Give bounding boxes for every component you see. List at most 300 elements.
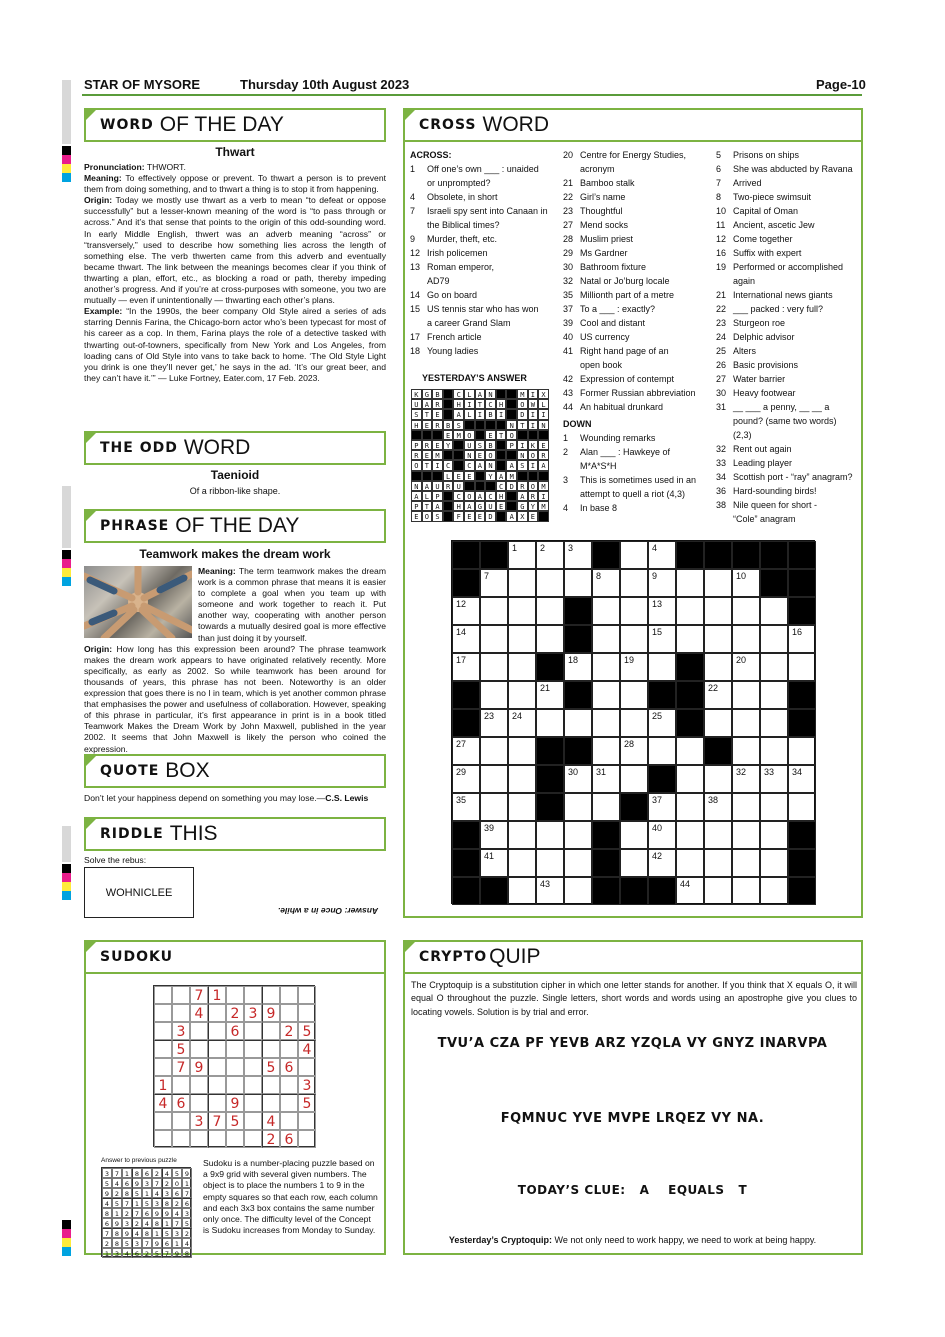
sudoku-empty-cell[interactable] [154,1130,172,1148]
yesterday-answer-cell: P [411,440,422,450]
crossword-cell[interactable] [760,597,788,625]
crossword-cell[interactable] [480,737,508,765]
crossword-cell[interactable] [480,569,508,597]
crossword-cell[interactable] [592,793,620,821]
crossword-black-cell [676,653,704,681]
crossword-cell[interactable] [536,625,564,653]
yesterday-answer-cell: C [485,491,496,501]
yesterday-answer-cell [506,399,517,409]
crossword-cell[interactable] [704,653,732,681]
sudoku-empty-cell[interactable] [208,1022,226,1040]
crossword-cell[interactable] [564,793,592,821]
crossword-cell[interactable] [564,653,592,681]
crossword-cell[interactable] [564,541,592,569]
crossword-cell[interactable] [480,765,508,793]
sudoku-empty-cell[interactable] [208,1094,226,1112]
clue-text: In base 8 [580,503,618,513]
clue-text: Obsolete, in short [427,192,498,202]
crossword-cell[interactable] [648,709,676,737]
crossword-cell[interactable] [648,597,676,625]
crossword-cell[interactable] [704,569,732,597]
sudoku-prev-cell: 2 [112,1188,122,1198]
clue-number: 1 [563,433,569,443]
crossword-cell-number: 22 [708,683,719,693]
crossword-black-cell [536,765,564,793]
clue-row [410,316,555,330]
crossword-cell[interactable] [564,709,592,737]
crossword-cell[interactable] [676,821,704,849]
sudoku-prev-cell: 3 [122,1218,132,1228]
crossword-cell[interactable] [760,877,788,905]
crossword-cell[interactable] [508,653,536,681]
sudoku-empty-cell[interactable] [298,1058,316,1076]
sudoku-empty-cell[interactable] [190,1040,208,1058]
sudoku-empty-cell[interactable] [172,986,190,1004]
sudoku-empty-cell[interactable] [262,1022,280,1040]
crossword-cell[interactable] [676,849,704,877]
crossword-cell-number: 17 [456,655,467,665]
crossword-cell[interactable] [508,849,536,877]
crossword-cell[interactable] [620,821,648,849]
crossword-cell[interactable] [732,653,760,681]
sudoku-empty-cell[interactable] [154,986,172,1004]
sudoku-empty-cell[interactable] [280,986,298,1004]
crossword-cell[interactable] [620,737,648,765]
clue-text: again [733,276,756,286]
crossword-cell[interactable] [648,737,676,765]
sudoku-empty-cell[interactable] [226,1040,244,1058]
crossword-cell[interactable] [788,653,816,681]
yesterday-answer-cell: I [464,399,475,409]
crossword-cell[interactable] [592,681,620,709]
sudoku-empty-cell[interactable] [154,1112,172,1130]
sudoku-prev-cell: 2 [122,1208,132,1218]
crossword-cell[interactable] [536,681,564,709]
crossword-cell[interactable] [536,569,564,597]
crossword-black-cell [564,597,592,625]
sudoku-empty-cell[interactable] [154,1058,172,1076]
crossword-cell[interactable] [480,653,508,681]
crossword-cell[interactable] [452,625,480,653]
crossword-cell[interactable] [620,709,648,737]
crossword-cell[interactable] [480,625,508,653]
crossword-cell[interactable] [564,849,592,877]
crossword-cell[interactable] [508,821,536,849]
sudoku-prev-cell: 9 [182,1168,192,1178]
clue-text: (2,3) [733,430,752,440]
sudoku-empty-cell[interactable] [280,1112,298,1130]
crossword-cell[interactable] [760,821,788,849]
crossword-cell[interactable] [452,793,480,821]
crossword-cell[interactable] [704,765,732,793]
crossword-cell-number: 12 [456,599,467,609]
sudoku-empty-cell[interactable] [280,1004,298,1022]
crossword-cell[interactable] [592,597,620,625]
crossword-cell[interactable] [704,821,732,849]
clue-text: AD79 [427,276,450,286]
yesterday-answer-cell: P [506,440,517,450]
crossword-cell[interactable] [704,625,732,653]
clue-text: Mend socks [580,220,629,230]
down-clues-col3 [716,148,858,526]
yesterday-answer-cell: A [422,399,433,409]
word-of-day-word: Thwart [215,145,255,159]
yesterday-answer-cell: O [528,481,539,491]
clue-number: 4 [410,192,416,202]
crossword-cell[interactable] [592,709,620,737]
crossword-cell[interactable] [760,625,788,653]
reg-black-1 [62,146,71,155]
crossword-black-cell [676,681,704,709]
crossword-cell[interactable] [592,653,620,681]
crossword-cell-number: 24 [512,711,523,721]
sudoku-empty-cell[interactable] [190,1094,208,1112]
yesterday-answer-cell: O [506,430,517,440]
yesterday-answer-cell: A [475,491,486,501]
crossword-cell[interactable] [732,877,760,905]
crossword-cell[interactable] [508,877,536,905]
crossword-black-cell [480,877,508,905]
sudoku-given-cell: 5 [262,1058,280,1076]
crossword-black-cell [536,793,564,821]
crossword-cell[interactable] [732,737,760,765]
crossword-cell[interactable] [760,765,788,793]
sudoku-empty-cell[interactable] [154,1022,172,1040]
crossword-cell[interactable] [480,821,508,849]
crossword-cell[interactable] [648,569,676,597]
sudoku-given-cell: 9 [262,1004,280,1022]
crossword-cell-number: 40 [652,823,663,833]
yesterday-answer-cell: B [443,420,454,430]
sudoku-prev-cell: 7 [162,1248,172,1258]
crossword-cell[interactable] [676,597,704,625]
across-label: ACROSS: [410,150,452,160]
clue-number: 34 [716,472,727,482]
sudoku-empty-cell[interactable] [208,1040,226,1058]
sudoku-empty-cell[interactable] [226,1076,244,1094]
crossword-cell[interactable] [732,793,760,821]
yesterday-answer-cell: H [411,420,422,430]
crossword-cell[interactable] [648,849,676,877]
sudoku-given-cell: 9 [190,1058,208,1076]
yesterday-answer-cell [464,481,475,491]
clue-text: Girl’s name [580,192,626,202]
crossword-cell[interactable] [564,821,592,849]
crossword-cell[interactable] [536,597,564,625]
reg-magenta-3 [62,873,71,882]
gray-strip-top [62,80,71,144]
sudoku-prev-cell: 8 [112,1228,122,1238]
crossword-cell[interactable] [676,625,704,653]
sudoku-empty-cell[interactable] [172,1130,190,1148]
sudoku-prev-cell: 6 [122,1178,132,1188]
sudoku-empty-cell[interactable] [280,1076,298,1094]
sudoku-empty-cell[interactable] [208,1076,226,1094]
crossword-cell[interactable] [676,569,704,597]
sudoku-empty-cell[interactable] [244,986,262,1004]
yesterday-answer-cell [538,430,549,440]
sudoku-prev-cell: 3 [152,1198,162,1208]
sudoku-given-cell: 3 [298,1076,316,1094]
clue-number: 27 [563,220,574,230]
yesterday-answer-cell: M [506,471,517,481]
sudoku-empty-cell[interactable] [298,986,316,1004]
sudoku-empty-cell[interactable] [226,1130,244,1148]
clue-number: 7 [410,206,416,216]
crossword-cell[interactable] [620,653,648,681]
yesterday-answer-cell: N [538,420,549,430]
sudoku-empty-cell[interactable] [262,1040,280,1058]
sudoku-empty-cell[interactable] [298,1130,316,1148]
crossword-black-cell [480,541,508,569]
crossword-cell[interactable] [452,597,480,625]
sudoku-empty-cell[interactable] [298,1004,316,1022]
crossword-cell[interactable] [620,597,648,625]
sudoku-empty-cell[interactable] [172,1004,190,1022]
crossword-cell[interactable] [480,681,508,709]
sudoku-empty-cell[interactable] [280,1094,298,1112]
sudoku-empty-cell[interactable] [244,1112,262,1130]
crossword-cell[interactable] [508,625,536,653]
yesterday-answer-cell: L [422,491,433,501]
clue-number: 41 [563,346,574,356]
reg-cyan-1 [62,173,71,182]
yesterday-answer-cell: E [464,511,475,521]
clue-row [563,260,711,274]
sudoku-empty-cell[interactable] [280,1040,298,1058]
sudoku-empty-cell[interactable] [226,1058,244,1076]
sudoku-prev-cell: 5 [102,1178,112,1188]
sudoku-empty-cell[interactable] [244,1130,262,1148]
crossword-cell[interactable] [480,849,508,877]
clue-row [563,344,711,358]
crossword-cell[interactable] [536,821,564,849]
crossword-cell[interactable] [788,765,816,793]
yesterday-answer-cell: C [453,491,464,501]
sudoku-empty-cell[interactable] [208,1004,226,1022]
sudoku-empty-cell[interactable] [244,1022,262,1040]
crossword-black-cell [704,541,732,569]
yesterday-answer-cell [496,511,507,521]
sudoku-empty-cell[interactable] [154,1004,172,1022]
crossword-grid [451,540,815,904]
crossword-cell[interactable] [592,737,620,765]
clue-row [563,473,711,487]
crossword-cell[interactable] [704,877,732,905]
crossword-cell[interactable] [592,625,620,653]
crossword-cell[interactable] [760,709,788,737]
phrase-text: Teamwork makes the dream work [139,547,331,561]
clue-text: International news giants [733,290,833,300]
header-rule [82,94,862,96]
odd-word-meaning: Of a ribbon-like shape. [189,486,281,496]
crossword-cell[interactable] [648,653,676,681]
yesterday-answer-cell: T [517,420,528,430]
crossword-cell[interactable] [508,597,536,625]
crossword-cell[interactable] [536,541,564,569]
sudoku-prev-cell: 6 [142,1168,152,1178]
yesterday-answer-cell [506,450,517,460]
yesterday-answer-cell [443,491,454,501]
crossword-cell[interactable] [452,737,480,765]
crossword-cell[interactable] [732,569,760,597]
quote-author: C.S. Lewis [325,793,369,803]
crossword-cell[interactable] [536,849,564,877]
clue-number: 42 [563,374,574,384]
clue-number: 12 [716,234,727,244]
crossword-cell[interactable] [760,653,788,681]
crossword-cell[interactable] [704,709,732,737]
sudoku-empty-cell[interactable] [298,1112,316,1130]
crossword-cell[interactable] [564,877,592,905]
sudoku-empty-cell[interactable] [190,1022,208,1040]
sudoku-prev-cell: 9 [112,1218,122,1228]
crossword-cell[interactable] [788,737,816,765]
sudoku-empty-cell[interactable] [226,986,244,1004]
sudoku-empty-cell[interactable] [262,1076,280,1094]
crossword-cell[interactable] [648,625,676,653]
crossword-cell[interactable] [732,709,760,737]
crossword-cell[interactable] [620,625,648,653]
sudoku-empty-cell[interactable] [208,1130,226,1148]
crossword-cell[interactable] [788,793,816,821]
gray-strip-low [62,826,71,862]
sudoku-empty-cell[interactable] [244,1040,262,1058]
yesterday-answer-cell [538,471,549,481]
crossword-cell[interactable] [704,793,732,821]
crossword-cell[interactable] [732,681,760,709]
crossword-cell[interactable] [620,681,648,709]
crossword-cell-number: 20 [736,655,747,665]
yesterday-answer-cell: T [496,430,507,440]
clue-row [716,288,858,302]
yesterday-answer-cell: H [496,491,507,501]
sudoku-empty-cell[interactable] [244,1076,262,1094]
clue-row [563,316,711,330]
clue-text: Thoughtful [580,206,623,216]
crossword-cell[interactable] [480,597,508,625]
sudoku-empty-cell[interactable] [208,1058,226,1076]
yesterday-answer-cell [496,420,507,430]
crossword-black-cell [592,849,620,877]
sudoku-empty-cell[interactable] [190,1130,208,1148]
crossword-cell[interactable] [732,765,760,793]
crossword-cell[interactable] [676,737,704,765]
sudoku-empty-cell[interactable] [262,1094,280,1112]
crossword-cell[interactable] [620,765,648,793]
riddle-answer-upside-down: Answer: Once in a while. [277,906,379,916]
sudoku-empty-cell[interactable] [244,1058,262,1076]
clue-number: 2 [563,447,569,457]
sudoku-empty-cell[interactable] [262,986,280,1004]
crossword-cell[interactable] [508,737,536,765]
crossword-cell[interactable] [788,625,816,653]
yesterday-answer-cell: B [485,440,496,450]
crossword-cell[interactable] [732,821,760,849]
sudoku-given-cell: 6 [280,1058,298,1076]
reg-magenta-4 [62,1229,71,1238]
sudoku-given-cell: 5 [298,1094,316,1112]
yesterday-answer-cell: C [485,399,496,409]
crossword-cell[interactable] [620,569,648,597]
reg-magenta-1 [62,155,71,164]
crossword-cell[interactable] [508,541,536,569]
reg-magenta-2 [62,559,71,568]
sudoku-empty-cell[interactable] [190,1076,208,1094]
crossword-cell[interactable] [564,569,592,597]
clue-row [410,232,555,246]
crossword-cell[interactable] [508,569,536,597]
crossword-cell[interactable] [564,765,592,793]
crossword-cell[interactable] [508,793,536,821]
crossword-cell[interactable] [508,709,536,737]
crossword-cell[interactable] [648,793,676,821]
crossword-cell-number: 15 [652,627,663,637]
riddle-prompt: Solve the rebus: [84,855,147,865]
clue-text: Water barrier [733,374,786,384]
crossword-cell[interactable] [508,765,536,793]
yesterday-answer-cell: N [517,450,528,460]
crossword-cell[interactable] [732,625,760,653]
clue-row [563,274,711,288]
crossword-cell[interactable] [732,849,760,877]
crossword-cell[interactable] [704,597,732,625]
riddle-heading: RIDDLE THIS [84,817,386,851]
crossword-cell[interactable] [676,877,704,905]
crossword-cell[interactable] [676,765,704,793]
yesterday-answer-cell: S [453,420,464,430]
sudoku-empty-cell[interactable] [172,1076,190,1094]
crossword-cell[interactable] [732,597,760,625]
crossword-cell[interactable] [704,681,732,709]
crossword-cell[interactable] [508,681,536,709]
crossword-cell[interactable] [760,681,788,709]
crossword-cell[interactable] [480,709,508,737]
crossword-black-cell [760,569,788,597]
crossword-cell-number: 29 [456,767,467,777]
sudoku-empty-cell[interactable] [244,1094,262,1112]
clue-text: Alan ___ : Hawkeye of [580,447,671,457]
crossword-cell[interactable] [760,737,788,765]
yesterday-answer-cell: L [464,409,475,419]
sudoku-given-cell: 3 [244,1004,262,1022]
clue-row [716,386,858,400]
crossword-cell[interactable] [452,653,480,681]
yesterday-answer-cell: I [538,409,549,419]
crossword-cell[interactable] [760,849,788,877]
crossword-cell[interactable] [704,849,732,877]
crossword-cell[interactable] [592,765,620,793]
crossword-cell[interactable] [480,793,508,821]
sudoku-prev-cell: 9 [122,1228,132,1238]
crossword-cell[interactable] [592,569,620,597]
crossword-cell[interactable] [536,709,564,737]
crossword-black-cell [536,653,564,681]
sudoku-empty-cell[interactable] [154,1040,172,1058]
crossword-cell[interactable] [452,765,480,793]
sudoku-empty-cell[interactable] [172,1112,190,1130]
clue-text: Alters [733,346,757,356]
crossword-cell[interactable] [620,849,648,877]
crossword-cell[interactable] [620,541,648,569]
yesterday-answer-cell: A [517,491,528,501]
crossword-cell[interactable] [536,877,564,905]
crossword-cell[interactable] [760,793,788,821]
crossword-cell[interactable] [648,821,676,849]
crossword-cell[interactable] [648,541,676,569]
clue-row [716,190,858,204]
crossword-cell[interactable] [676,793,704,821]
